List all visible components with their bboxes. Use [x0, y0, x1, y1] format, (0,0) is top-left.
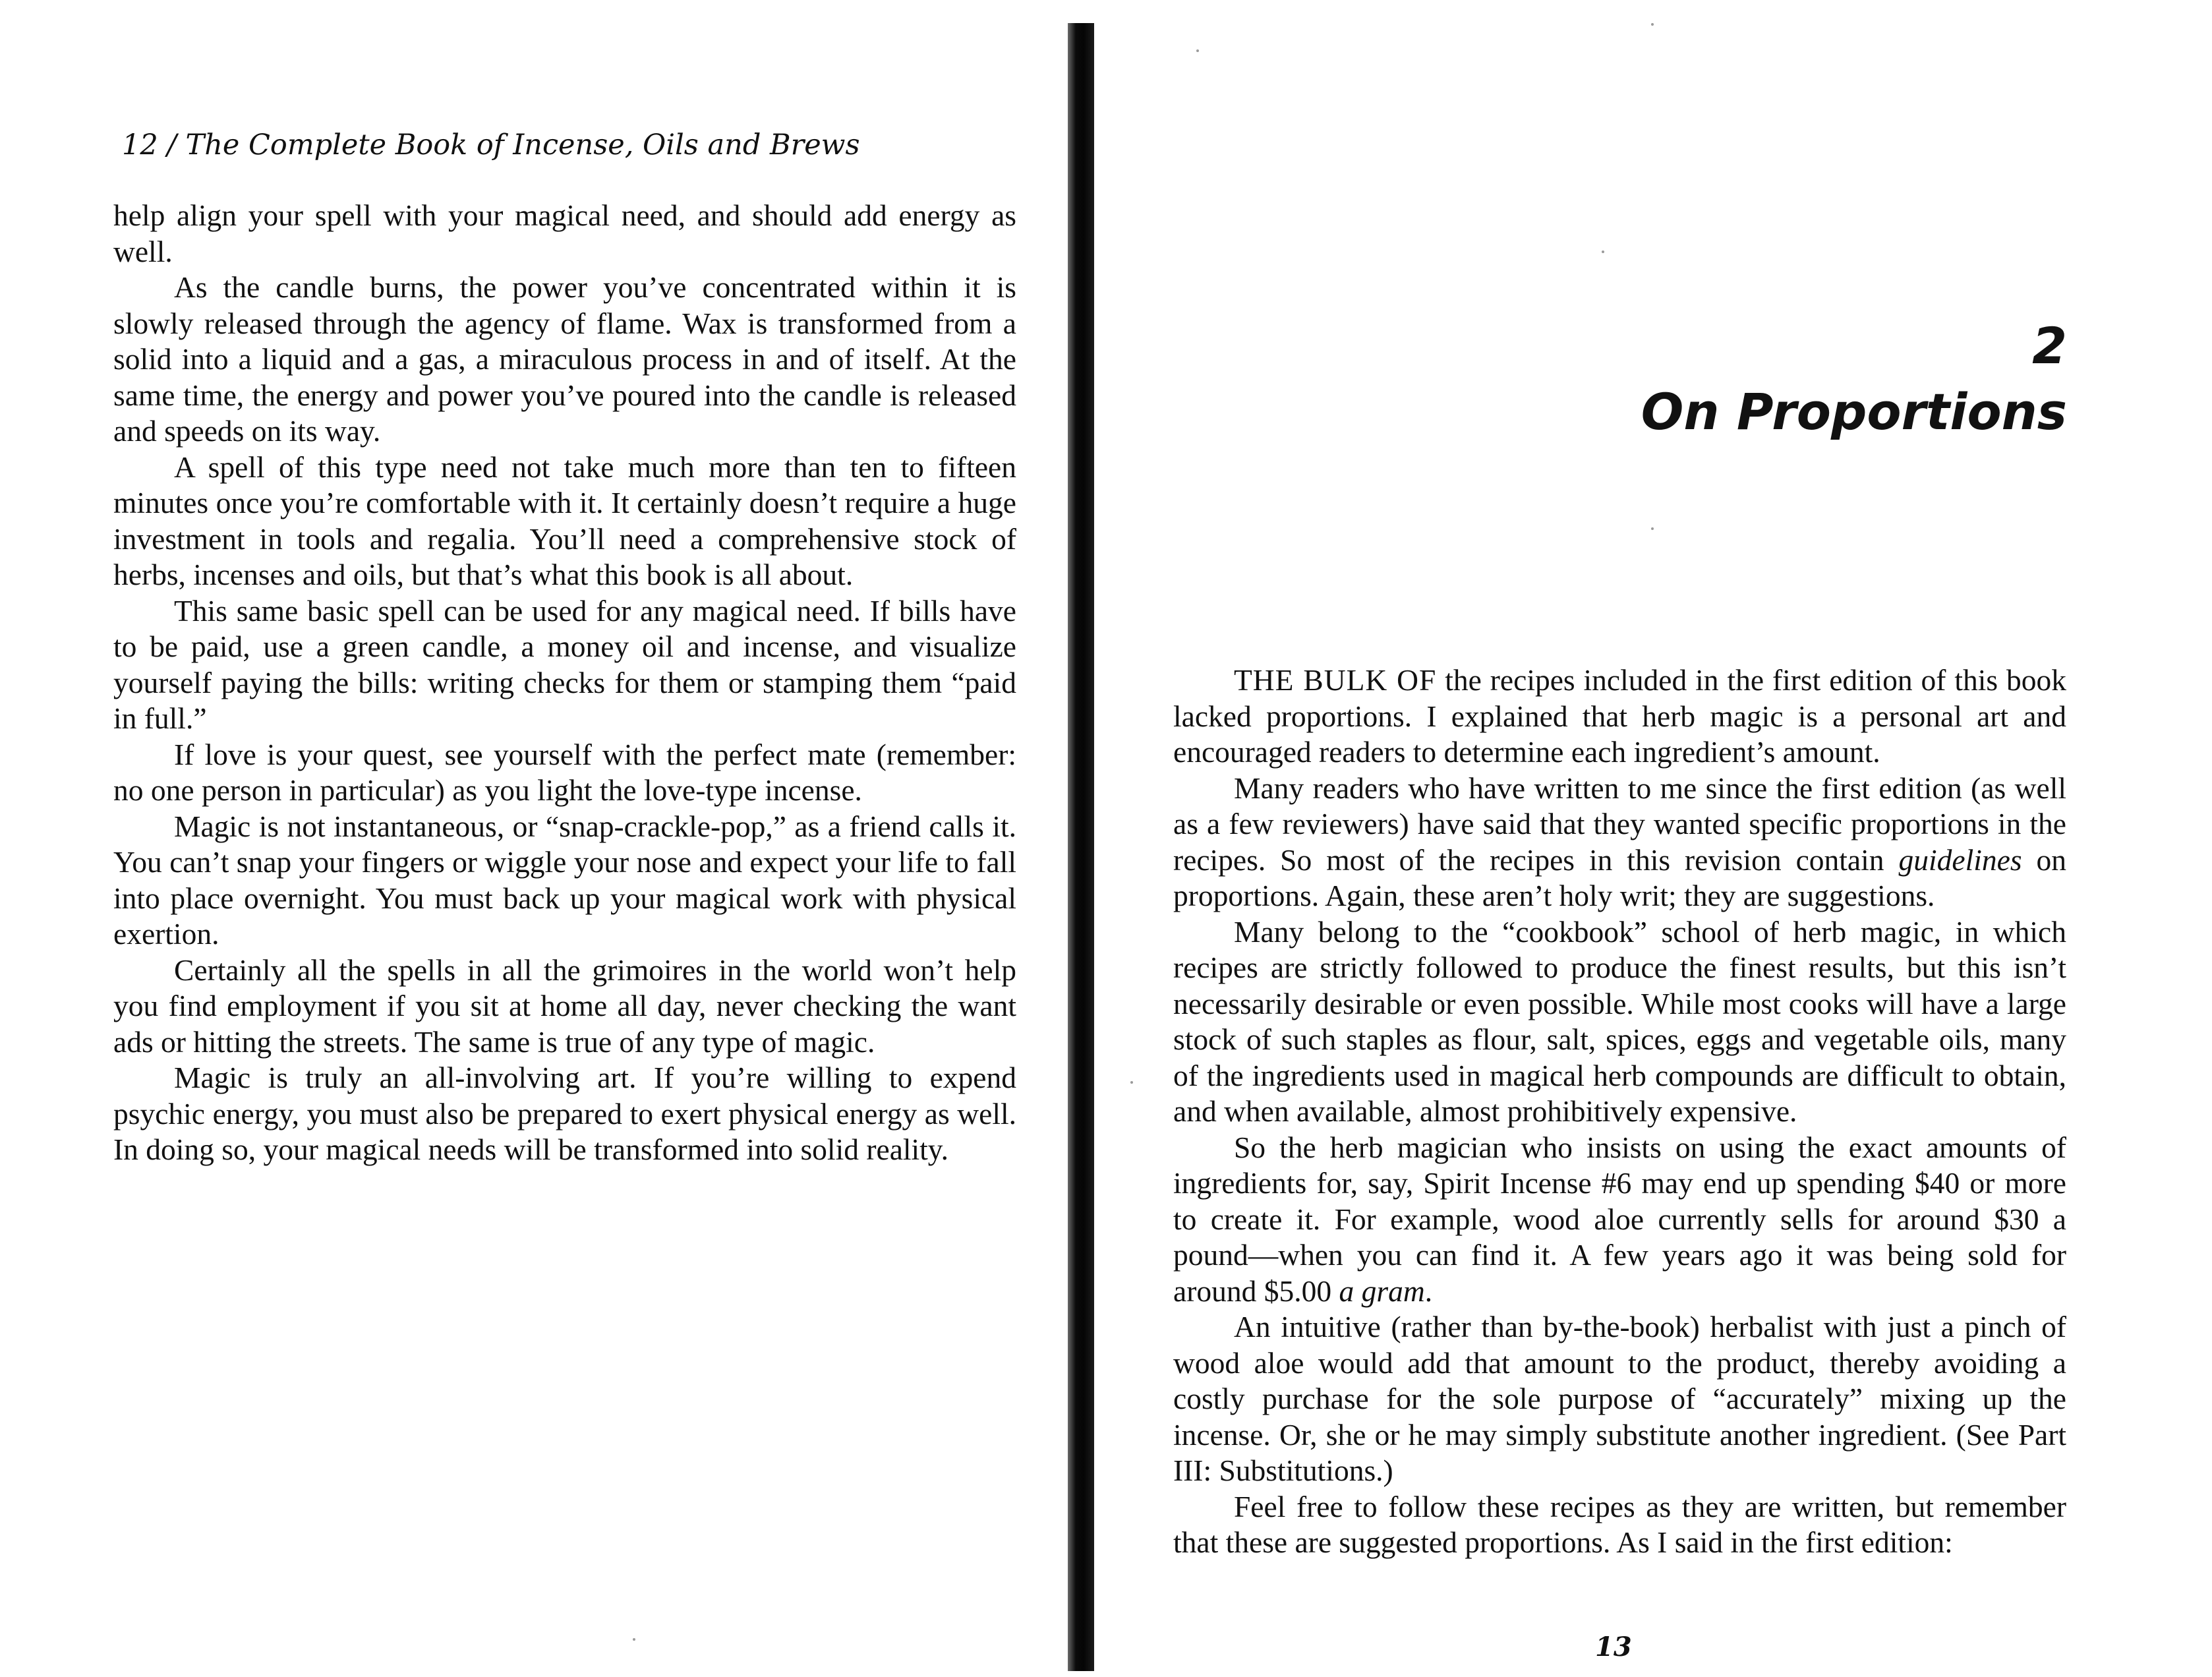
- right-page-body: [1173, 662, 2066, 1561]
- paragraph: Magic is truly an all-involving art. If you’re willing to expend psychic energy, you must also be prepared to exert physical energy as well. In doing so, your magical needs will be transformed into solid reality.: [113, 1061, 1016, 1166]
- paper-speck: [1651, 23, 1654, 26]
- paper-speck: [1196, 49, 1199, 52]
- paper-speck: [1602, 250, 1604, 253]
- paragraph: Many belong to the “cookbook” school of herb magic, in which recipes are strictly followed to produce the finest results, but this isn’t necessarily desirable or even possible. While most cooks will have a large stock of such staples as flour, salt, spices, eggs and vegetable oils, many of the ingredients used in magical herb compounds are difficult to obtain, and when available, almost prohibitively expensive.: [1173, 914, 2066, 1128]
- paragraph: Certainly all the spells in all the grimoires in the world won’t help you find employment if you sit at home all day, never checking the want ads or hitting the streets. The same is true of any type of magic.: [113, 953, 1016, 1059]
- paper-speck: [1130, 1081, 1133, 1084]
- paragraph-lead: [1173, 662, 2066, 771]
- lead-text: the recipes included in the first edition of this book lacked proportions. I explained that herb magic is a personal art and encouraged readers to determine each ingredient’s amount.: [1173, 663, 2066, 769]
- paragraph: Many readers who have written to me since the first edition (as well as a few reviewers) have said that they wanted specific proportions in the recipes. So most of the recipes in this revision contain guidelines on proportions. Again, these aren’t holy writ; they are suggestions.: [1173, 771, 2067, 912]
- lead-caps: THE BULK OF: [1234, 663, 1437, 697]
- paragraph: As the candle burns, the power you’ve concentrated within it is slowly released through the agency of flame. Wax is transformed from a solid into a liquid and a gas, a miraculous process in and of itself. At the same time, the energy and power you’ve poured into the candle is released and speeds on its way.: [113, 270, 1016, 448]
- paragraph: A spell of this type need not take much more than ten to fifteen minutes once you’re comfortable with it. It certainly doesn’t require a huge investment in tools and regalia. You’ll need a comprehensive stock of herbs, incenses and oils, but that’s what this book is all about.: [113, 450, 1016, 591]
- left-page-body: [113, 198, 1016, 1168]
- chapter-title: On Proportions: [1641, 382, 2067, 441]
- paper-speck: [1651, 527, 1654, 530]
- left-page: [0, 0, 1068, 1677]
- emphasis: a gram: [1339, 1274, 1425, 1308]
- paragraph: Feel free to follow these recipes as they are written, but remember that these are suggested proportions. As I said in the first edition:: [1173, 1489, 2066, 1559]
- paragraph: Magic is not instantaneous, or “snap-crackle-pop,” as a friend calls it. You can’t snap your fingers or wiggle your nose and expect your life to fall into place overnight. You must back up your magical work with physical exertion.: [113, 809, 1016, 951]
- paragraph: So the herb magician who insists on using the exact amounts of ingredients for, say, Spirit Incense #6 may end up spending $40 or more to create it. For example, wood aloe currently sells for around $30 a pound—when you can find it. A few years ago it was being sold for around $5.00 a gram.: [1173, 1130, 2066, 1308]
- book-gutter: [1068, 23, 1094, 1671]
- emphasis: guidelines: [1898, 842, 2022, 877]
- paragraph: An intuitive (rather than by-the-book) herbalist with just a pinch of wood aloe would add that amount to the product, thereby avoiding a costly purchase for the sole purpose of “accurately” mixing up the incense. Or, she or he may simply substitute another ingredient. (See Part III: Substitutions.): [1173, 1310, 2066, 1487]
- running-header: 12 / The Complete Book of Incense, Oils and Brews: [122, 129, 860, 162]
- right-page: [1094, 0, 2212, 1677]
- chapter-number: 2: [2032, 316, 2067, 375]
- paragraph: help align your spell with your magical need, and should add energy as well.: [113, 198, 1016, 268]
- paragraph: This same basic spell can be used for any magical need. If bills have to be paid, use a green candle, a money oil and incense, and visualize yourself paying the bills: writing checks for them or stamping them “paid in full.”: [113, 593, 1016, 735]
- paragraph: If love is your quest, see yourself with the perfect mate (remember: no one person in particular) as you light the love-type incense.: [113, 737, 1016, 807]
- page-number: 13: [1595, 1632, 1632, 1662]
- paper-speck: [633, 1638, 635, 1641]
